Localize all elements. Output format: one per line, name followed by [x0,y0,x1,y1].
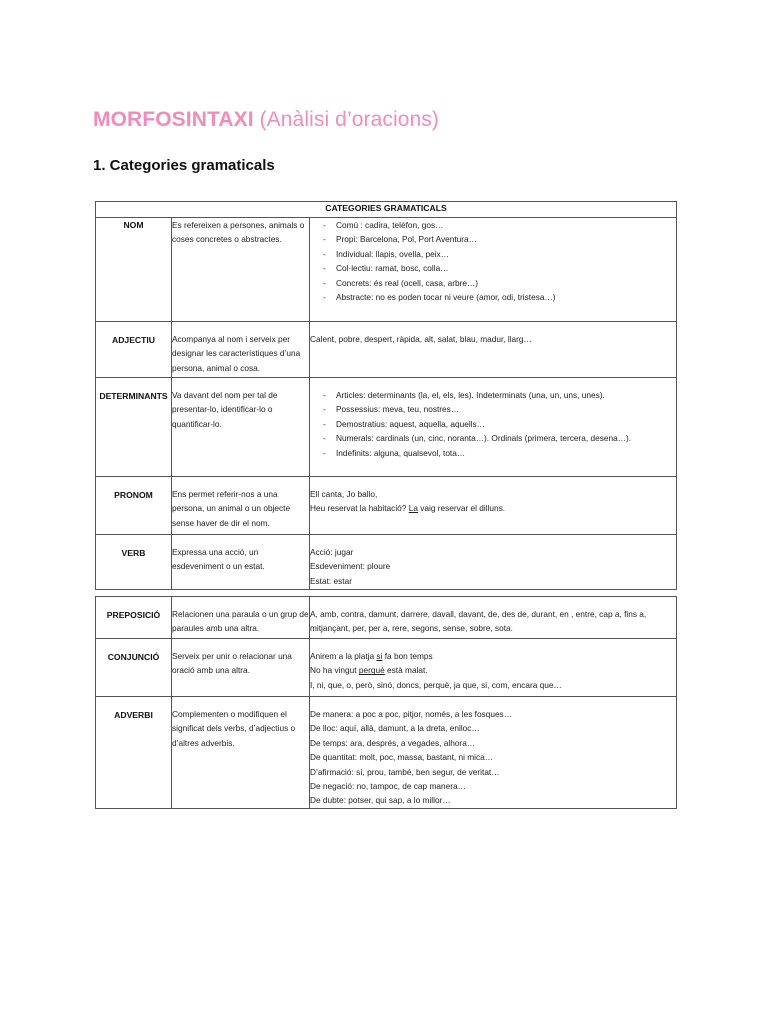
category-description [172,697,310,809]
category-examples [310,378,677,477]
category-name: VERB [96,535,172,590]
category-description [172,378,310,477]
category-name: NOM [96,218,172,322]
example-line: No ha vingut perquè està malat. [310,665,428,676]
example-line: De quantitat: molt, poc, massa, bastant, ni mica… [310,752,494,763]
table-row-pronom [96,477,677,535]
description-line: Es refereixen a persones, [172,220,267,230]
category-description [172,597,310,639]
description-line: Serveix per unir o relacionar una [172,651,292,661]
description-line: d’una persona, animal o cosa. [172,348,301,373]
category-name: ADJECTIU [96,322,172,378]
list-item: - Articles: determinants (la, el, els, les). Indeterminats (una, un, uns, unes). [323,390,605,400]
example-line: I, ni, que, o, però, sinó, doncs, perquè, ja que, si, com, encara que… [310,679,562,690]
example-line: De lloc: aquí, allà, damunt, a la dreta, enlloc… [310,723,480,734]
description-line: d’altres adverbis. [172,737,235,748]
example-line: De temps: ara, després, a vegades, alhora… [310,737,476,748]
table-row-adjectiu [96,322,677,378]
title-main: MORFOSINTAXI [93,108,254,131]
example-line: mitjançant, per, per a, rere, segons, sense, sobre, sota. [310,623,513,634]
example-line: Anirem a la platja si fa bon temps [310,651,433,661]
description-line: Relacionen una paraula o un [172,609,279,619]
category-examples [310,218,677,322]
examples-list [310,218,676,304]
category-examples [310,322,677,378]
list-item: - Indefinits: alguna, qualsevol, tota… [323,447,466,458]
description-line: animals o coses concretes o [172,220,305,245]
list-item: - Abstracte: no es poden tocar ni veure (amor, odi, tristesa…) [323,292,556,303]
example-line: Calent, pobre, despert, ràpida, alt, salat, blau, madur, llarg… [310,334,532,344]
category-examples [310,477,677,535]
category-examples [310,535,677,590]
description-line: esdeveniment o un estat. [172,561,265,572]
description-line: Complementen o modifiquen el [172,709,287,719]
description-line: persona, un animal o un objecte [172,503,291,514]
list-item: - Possessius: meva, teu, nostres… [323,404,460,415]
list-item: - Col·lectiu: ramat, bosc, colla… [323,263,449,274]
list-item: - Propi: Barcelona, Pol, Port Aventura… [323,234,477,245]
category-examples [310,697,677,809]
description-line: grup de paraules amb una altra. [172,609,309,634]
table-row-determinants [96,378,677,477]
category-examples [310,639,677,697]
example-line: Ell canta, Jo ballo, [310,489,378,499]
category-name: PRONOM [96,477,172,535]
description-line: Expressa una acció, un [172,547,259,557]
table-header-row [96,202,677,218]
description-line: presentar-lo, identificar-lo o [172,404,273,415]
category-examples [310,597,677,639]
list-item: - Demostratius: aquest, aquella, aquells… [323,418,485,429]
table-row-conjuncio [96,639,677,697]
table-row-verb [96,535,677,590]
description-line: significat dels verbs, d’adjectius o [172,723,296,734]
category-name: DETERMINANTS [96,378,172,477]
category-description [172,477,310,535]
description-line: abstractes. [241,234,282,245]
description-line: Acompanya al nom i serveix per [172,334,291,344]
page-title [93,108,439,132]
examples-list [310,388,676,460]
category-description [172,218,310,322]
categories-table [95,201,677,590]
table-row-nom [96,218,677,322]
category-name: CONJUNCIÓ [96,639,172,697]
description-line: sense haver de dir el nom. [172,517,270,528]
example-line: De negació: no, tampoc, de cap manera… [310,781,466,792]
example-line: Heu reservat la habitació? La vaig reservar el dilluns. [310,503,506,514]
example-line: De manera: a poc a poc, pitjor, només, a les fosques… [310,709,512,719]
example-line: A, amb, contra, damunt, darrere, davall, davant, de, des de, durant, en , entre, cap a, fins a, [310,609,647,619]
invariable-categories-table [95,596,677,809]
description-line: designar les característiques [172,348,278,359]
category-name: PREPOSICIÓ [96,597,172,639]
list-item: - Individual: llapis, ovella, peix… [323,248,449,259]
example-line: D’afirmació: sí, prou, també, ben segur, de veritat… [310,766,500,777]
description-line: Va davant del nom per tal de [172,390,278,400]
table-row-preposicio [96,597,677,639]
title-paren: (Anàlisi d’oracions) [259,108,439,131]
section-heading: 1. Categories gramaticals [93,157,275,174]
list-item: - Comú : cadira, telèfon, gos… [323,220,444,230]
example-line: Esdeveniment: ploure [310,561,391,572]
example-line: Estat: estar [310,575,352,586]
list-item: - Numerals: cardinals (un, cinc, noranta…). Ordinals (primera, tercera, desena…). [323,433,632,444]
example-line: De dubte: potser, qui sap, a lo millor… [310,795,451,806]
category-description [172,639,310,697]
description-line: Ens permet referir-nos a una [172,489,278,499]
list-item: - Concrets: és real (ocell, casa, arbre…) [323,277,479,288]
table-row-adverbi [96,697,677,809]
category-name: ADVERBI [96,697,172,809]
category-description [172,322,310,378]
table-header: CATEGORIES GRAMATICALS [96,202,677,218]
category-description [172,535,310,590]
example-line: Acció: jugar [310,547,354,557]
description-line: oració amb una altra. [172,665,250,676]
description-line: quantificar-lo. [172,418,222,429]
